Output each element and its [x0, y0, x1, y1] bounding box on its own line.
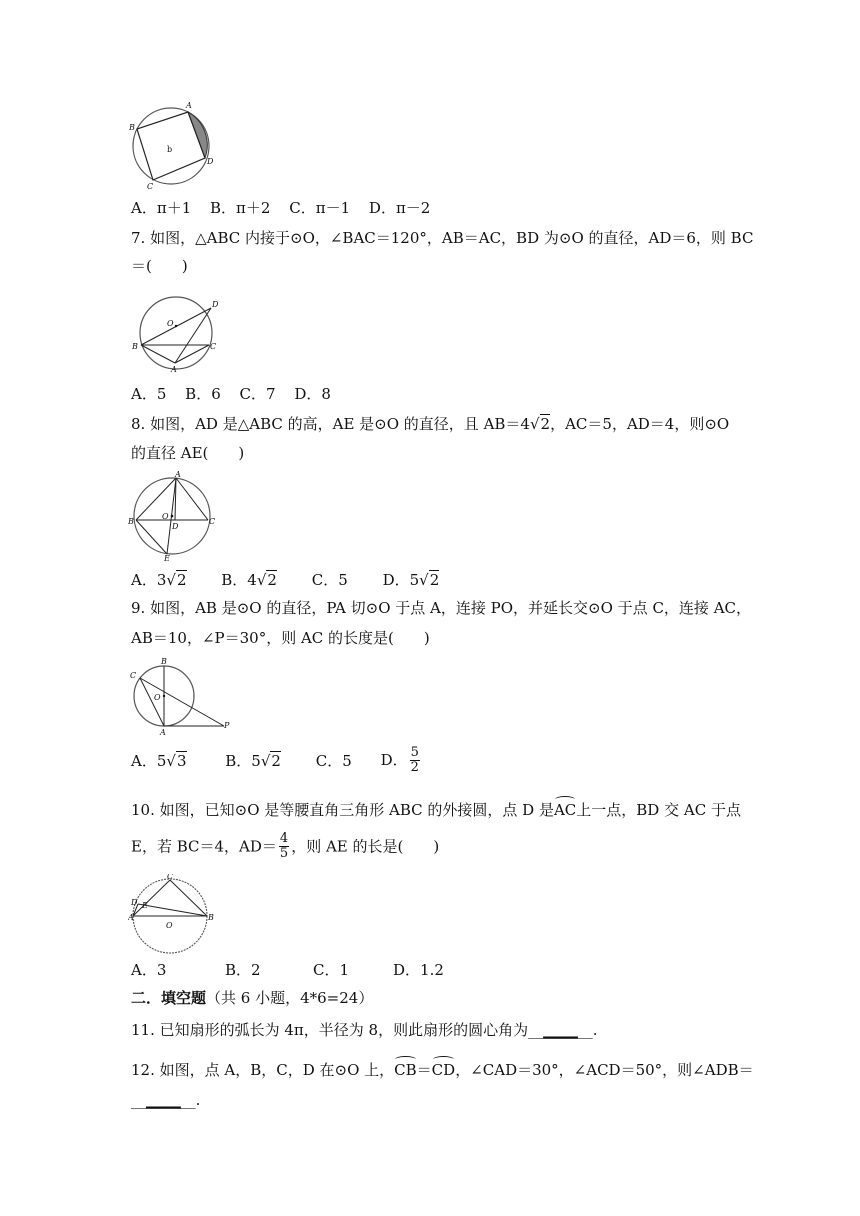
arc-notation: CD: [431, 1061, 456, 1079]
option-b-text: B．4: [221, 571, 257, 589]
sqrt-symbol: √2: [419, 571, 440, 589]
svg-text:D: D: [172, 522, 179, 531]
svg-text:A: A: [171, 365, 177, 374]
option-b[interactable]: [221, 571, 277, 589]
svg-text:C: C: [209, 517, 216, 526]
sqrt-symbol: √2: [260, 751, 281, 770]
svg-text:B: B: [129, 123, 135, 132]
radicand: 2: [540, 415, 551, 433]
numerator: 5: [410, 745, 419, 760]
denominator: 2: [410, 760, 419, 775]
svg-text:C: C: [210, 342, 217, 351]
svg-text:O: O: [167, 319, 174, 328]
q8-options: [131, 570, 453, 590]
q9-figure: [128, 656, 238, 738]
option-b[interactable]: B．π＋2: [210, 199, 271, 217]
q7-stem-line1: 7. 如图，△ABC 内接于⊙O，∠BAC＝120°，AB＝AC，BD 为⊙O 的直径，AD＝6，则 BC: [131, 229, 754, 247]
option-a-text: A．3: [131, 571, 167, 589]
svg-text:B: B: [208, 913, 214, 922]
denominator: 5: [279, 846, 289, 861]
svg-text:O: O: [154, 693, 161, 702]
option-c[interactable]: C．5: [311, 571, 348, 589]
svg-text:E: E: [164, 554, 170, 562]
radicand: 2: [176, 571, 187, 589]
q10-options: [131, 960, 444, 980]
arc-notation: AC: [553, 801, 577, 819]
option-b[interactable]: [225, 752, 281, 770]
q10-stem-text-a: 10. 如图，已知⊙O 是等腰直角三角形 ABC 的外接圆，点 D 是: [131, 801, 554, 819]
option-a-text: A．5: [131, 751, 167, 770]
option-a[interactable]: [131, 571, 187, 589]
q6-figure: [128, 100, 218, 192]
q9-stem-line1: 9. 如图，AB 是⊙O 的直径，PA 切⊙O 于点 A，连接 PO，并延长交⊙O 于点 C，连接 AC，: [131, 599, 752, 617]
q10-stem-text-a: E，若 BC＝4，AD＝: [131, 837, 277, 856]
option-a[interactable]: A．3: [131, 961, 167, 979]
q6-options: [131, 198, 444, 218]
option-a[interactable]: [131, 752, 187, 770]
option-d-text: D．: [380, 750, 408, 769]
radicand: 2: [429, 571, 440, 589]
svg-text:A: A: [175, 470, 181, 479]
svg-text:B: B: [128, 517, 134, 526]
svg-text:A: A: [186, 101, 192, 110]
section-note: （共 6 小题，4*6=24）: [206, 989, 374, 1007]
option-c[interactable]: C．1: [313, 961, 350, 979]
option-d[interactable]: [383, 571, 440, 589]
q8-stem-line2: 的直径 AE( ): [131, 444, 245, 462]
option-b[interactable]: B．6: [185, 385, 221, 403]
section-title: 二．填空题: [131, 989, 207, 1007]
option-d[interactable]: [380, 745, 422, 775]
svg-text:P: P: [224, 721, 230, 730]
radicand: 2: [267, 571, 277, 589]
q7-figure: [130, 296, 222, 376]
option-b-text: B．5: [225, 751, 261, 770]
svg-text:C: C: [147, 182, 154, 191]
option-c[interactable]: C．7: [239, 385, 276, 403]
q8-figure: [128, 470, 224, 562]
q8-stem-text-a: 8. 如图，AD 是△ABC 的高，AE 是⊙O 的直径，且 AB＝4: [131, 415, 530, 433]
radicand: 2: [271, 751, 281, 770]
option-d[interactable]: D．8: [294, 385, 331, 403]
q10-stem-text-b: 上一点，BD 交 AC 于点: [576, 801, 741, 819]
equals-sign: ＝: [416, 1061, 432, 1079]
svg-text:D: D: [207, 157, 214, 166]
fraction: [279, 832, 289, 861]
option-c[interactable]: C．π－1: [289, 199, 351, 217]
radicand: 3: [176, 751, 187, 770]
q12-stem-text-b: ，∠CAD＝30°，∠ACD＝50°，则∠ADB＝: [455, 1061, 754, 1079]
svg-text:E: E: [142, 901, 148, 910]
option-c[interactable]: C．5: [315, 751, 352, 770]
svg-text:C: C: [130, 671, 137, 680]
svg-text:B: B: [161, 657, 167, 666]
q10-figure: [128, 874, 220, 954]
option-a[interactable]: A．5: [131, 385, 167, 403]
arc-notation: CB: [394, 1061, 417, 1079]
sqrt-symbol: √3: [166, 751, 187, 770]
q8-stem-line1: [131, 414, 729, 434]
svg-text:C: C: [167, 874, 174, 881]
svg-text:A: A: [128, 913, 134, 922]
q7-stem-line2: ＝( ): [131, 257, 188, 275]
option-b[interactable]: B．2: [225, 961, 261, 979]
svg-text:b: b: [167, 145, 173, 154]
svg-text:O: O: [162, 512, 169, 521]
q10-stem-text-b: ，则 AE 的长是( ): [291, 837, 440, 856]
q12-stem-line1: [131, 1060, 754, 1080]
q11-stem: 11. 已知扇形的弧长为 4π，半径为 8，则此扇形的圆心角为__▁▁▁__.: [131, 1021, 598, 1039]
option-d[interactable]: D．1.2: [393, 961, 444, 979]
option-a[interactable]: A．π＋1: [131, 199, 192, 217]
q8-stem-text-b: ，AC＝5，AD＝4，则⊙O: [550, 415, 730, 433]
svg-text:A: A: [160, 728, 166, 737]
option-d-text: D．5: [382, 571, 420, 589]
option-d[interactable]: D．π－2: [368, 199, 431, 217]
q9-options: [131, 746, 436, 780]
sqrt-symbol: √2: [166, 571, 187, 589]
q9-stem-line2: AB＝10，∠P＝30°，则 AC 的长度是( ): [131, 629, 430, 647]
numerator: 4: [279, 831, 289, 846]
fraction: [410, 746, 420, 775]
svg-text:B: B: [132, 342, 138, 351]
section-heading: [131, 988, 373, 1008]
q12-stem-text-a: 12. 如图，点 A，B，C，D 在⊙O 上，: [131, 1061, 395, 1079]
q12-stem-line2: __▁▁▁__.: [131, 1091, 201, 1109]
svg-text:D: D: [131, 898, 138, 907]
q7-options: [131, 384, 345, 404]
sqrt-symbol: √2: [256, 571, 277, 589]
svg-text:O: O: [166, 921, 173, 930]
q10-stem-line1: [131, 800, 741, 820]
sqrt-symbol: √2: [529, 415, 551, 433]
svg-text:D: D: [212, 300, 219, 309]
q10-stem-line2: [131, 832, 439, 866]
